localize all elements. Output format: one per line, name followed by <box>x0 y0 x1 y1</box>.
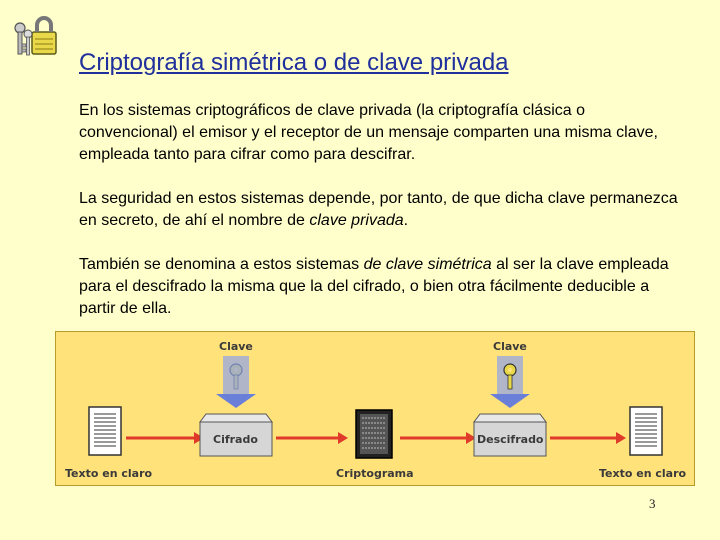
document-cipher-icon <box>356 410 392 458</box>
ciphertext-label: Criptograma <box>336 467 414 480</box>
paragraph-symmetric <box>79 254 679 320</box>
paragraph-symmetric-end: al ser la clave empleada para el descifrado la misma que la del cifrado, o bien otra fácilmente deducible a partir de ella. <box>79 256 669 317</box>
paragraph-symmetric-text: También se denomina a estos sistemas <box>79 256 364 273</box>
arrow-right-icon <box>550 432 626 444</box>
paragraph-definition: En los sistemas criptográficos de clave privada (la criptografía clásica o convencional) el emisor y el receptor de un mensaje comparten una misma clave, empleada tanto para cifrar como para descifrar. <box>79 102 658 163</box>
key-label-cipher: Clave <box>219 340 253 353</box>
plaintext-left-label: Texto en claro <box>65 467 153 480</box>
paragraph-security-end: . <box>403 212 409 229</box>
arrow-right-icon <box>276 432 348 444</box>
paragraph-symmetric-emphasis: de clave simétrica <box>363 256 492 273</box>
arrow-right-icon <box>126 432 204 444</box>
paragraph-security-emphasis: clave privada <box>309 212 404 229</box>
document-plain-left-icon <box>89 407 121 455</box>
arrow-down-icon <box>216 356 256 408</box>
paragraph-security <box>79 188 679 232</box>
key-label-decipher: Clave <box>493 340 527 353</box>
page-number: 3 <box>649 496 656 511</box>
paragraph-security-text: La seguridad en estos sistemas depende, por tanto, de que dicha clave permanezca en secreto, de ahí el nombre de <box>79 190 678 229</box>
encryption-diagram <box>55 331 695 486</box>
arrow-right-icon <box>400 432 476 444</box>
padlock-keys-icon <box>8 14 60 64</box>
cipher-box-label: Cifrado <box>213 433 258 446</box>
plaintext-right-label: Texto en claro <box>599 467 687 480</box>
slide-title: Criptografía simétrica o de clave privada <box>79 49 509 76</box>
decipher-box-label: Descifrado <box>477 433 544 446</box>
document-plain-right-icon <box>630 407 662 455</box>
